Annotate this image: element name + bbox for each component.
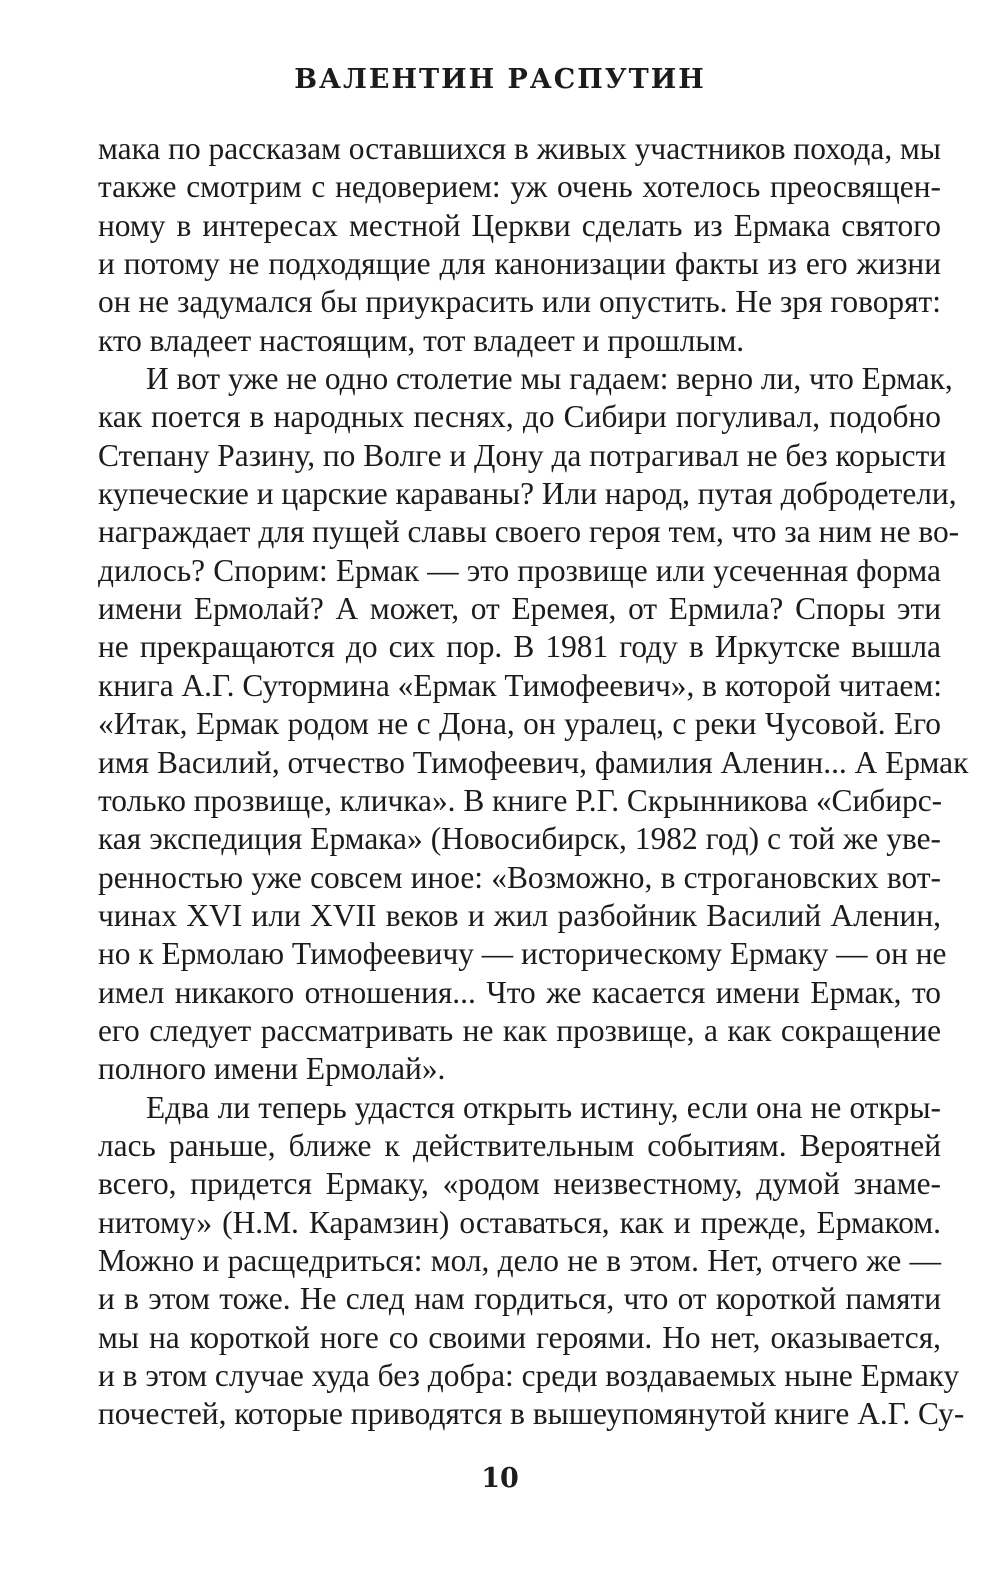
paragraph-2 bbox=[98, 360, 969, 1089]
text-line: имени Ермолай? А может, от Еремея, от Ермила? Споры эти bbox=[98, 591, 941, 627]
text-line: но к Ермолаю Тимофеевичу — историческому Ермаку — он не bbox=[98, 936, 947, 972]
text-line: и в этом тоже. Не след нам гордиться, что от короткой памяти bbox=[98, 1281, 941, 1317]
text-line: и в этом случае худа без добра: среди воздаваемых ныне Ермаку bbox=[98, 1358, 960, 1393]
paragraph-1 bbox=[98, 130, 941, 360]
text-line: «Итак, Ермак родом не с Дона, он уралец, с реки Чусовой. Его bbox=[98, 706, 941, 742]
text-line: всего, придется Ермаку, «родом неизвестному, думой знаме- bbox=[98, 1166, 941, 1202]
text-line: лась раньше, ближе к действительным событиям. Вероятней bbox=[98, 1127, 941, 1163]
text-line: кто владеет настоящим, тот владеет и прошлым. bbox=[98, 322, 745, 358]
text-line: купеческие и царские караваны? Или народ, путая добродетели, bbox=[98, 476, 957, 512]
text-line: Степану Разину, по Волге и Дону да потрагивал не без корысти bbox=[98, 437, 947, 473]
text-line: и потому не подходящие для канонизации факты из его жизни bbox=[98, 246, 941, 282]
text-line: нитому» (Н.М. Карамзин) оставаться, как и прежде, Ермаком. bbox=[98, 1204, 941, 1240]
text-line: имя Василий, отчество Тимофеевич, фамилия Аленин... А Ермак bbox=[98, 744, 969, 780]
running-header: ВАЛЕНТИН РАСПУТИН bbox=[294, 64, 706, 95]
text-line: кая экспедиция Ермака» (Новосибирск, 1982 год) с той же уве- bbox=[98, 821, 941, 857]
text-line: не прекращаются до сих пор. В 1981 году в Иркутске вышла bbox=[98, 629, 941, 665]
text-line: чинах XVI или XVII веков и жил разбойник Василий Аленин, bbox=[98, 897, 941, 933]
text-line: книга А.Г. Сутормина «Ермак Тимофеевич», в которой читаем: bbox=[98, 667, 942, 703]
paragraph-3 bbox=[98, 1089, 965, 1434]
text-line: Можно и расщедриться: мол, дело не в этом. Нет, отчего же — bbox=[98, 1242, 941, 1278]
text-line: дилось? Спорим: Ермак — это прозвище или усеченная форма bbox=[98, 552, 941, 588]
text-line: мы на короткой ноге со своими героями. Но нет, оказывается, bbox=[98, 1319, 941, 1355]
text-line: он не задумался бы приукрасить или опустить. Не зря говорят: bbox=[98, 284, 941, 320]
text-line: как поется в народных песнях, до Сибири погуливал, подобно bbox=[98, 399, 941, 435]
page-number: 10 bbox=[481, 1463, 519, 1494]
text-line: только прозвище, кличка». В книге Р.Г. Скрынникова «Сибирс- bbox=[98, 782, 943, 818]
text-line: также смотрим с недоверием: уж очень хотелось преосвящен- bbox=[98, 169, 941, 205]
body-text bbox=[98, 130, 969, 1434]
text-line: мака по рассказам оставшихся в живых участников похода, мы bbox=[98, 131, 941, 166]
text-line: имел никакого отношения... Что же касается имени Ермак, то bbox=[98, 974, 941, 1010]
text-line: ному в интересах местной Церкви сделать из Ермака святого bbox=[98, 207, 941, 243]
text-line: ренностью уже совсем иное: «Возможно, в строгановских вот- bbox=[98, 859, 941, 895]
text-line: полного имени Ермолай». bbox=[98, 1051, 446, 1087]
text-line: награждает для пущей славы своего героя тем, что за ним не во- bbox=[98, 514, 960, 550]
text-line: Едва ли теперь удастся открыть истину, если она не откры- bbox=[146, 1089, 941, 1125]
text-line: его следует рассматривать не как прозвище, а как сокращение bbox=[98, 1012, 941, 1048]
text-line: И вот уже не одно столетие мы гадаем: верно ли, что Ермак, bbox=[146, 361, 953, 397]
text-line: почестей, которые приводятся в вышеупомянутой книге А.Г. Су- bbox=[98, 1396, 965, 1432]
